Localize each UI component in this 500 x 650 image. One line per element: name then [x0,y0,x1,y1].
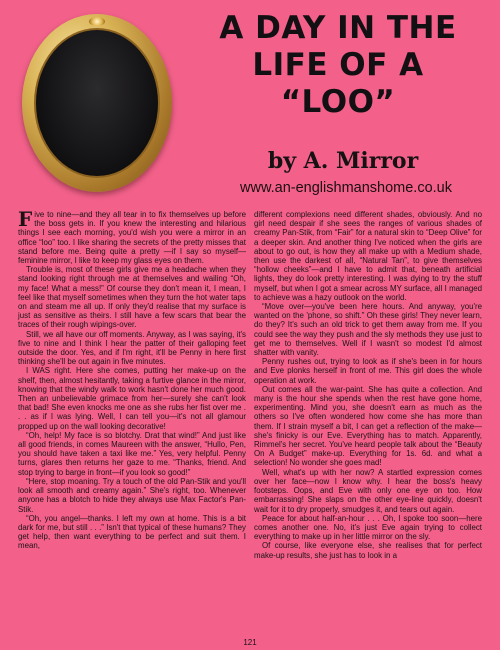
paragraph: Well, what's up with her now? A startled expression comes over her face—now I know why. I hear the boss's heavy footsteps. Oops, and Eve with only one eye on too. How embarrassing! She slaps on the other eye-line quickly, doesn't wait for it to dry properly, smudges it, and tears out again. [254,467,482,514]
website-url: www.an-englishmanshome.co.uk [240,180,452,196]
mirror-illustration [22,14,172,192]
paragraph: Five to nine—and they all tear in to fix themselves up before the boss gets in. If you knew the interesting and hilarious things I see each morning, you'd wish you were a mirror in an office “loo” too. I like sharing the secrets of the pretty misses that stand before me. Being quite a pretty —if I say so myself—feminine mirror, I like to keep my glass eyes on them. [18,207,246,266]
paragraph: “Oh, help! My face is so blotchy. Drat that wind!” And just like all good friends, in comes Maureen with the answer, “Hullo, Pen, you should have taken a taxi like me.” Yes, very helpful. Penny turns, glares then returns her gaze to me. “Thanks, friend. And stop trying to barge in front—if you look so good!” [18,430,246,477]
title-line-2: LIFE OF A [252,47,424,83]
paragraph: Still, we all have our off moments. Anyway, as I was saying, it's five to nine and I think I hear the patter of their galloping feet outside the door. Yes, and if I'm right, it'll be Penny in here first thinking she'll be out again in five minutes. [18,329,246,367]
paragraph: “Move over—you've been here hours. And anyway, you're wanted on the 'phone, so shift.” Oh these girls! They never learn, do they? It's such an old trick to get them away from me. If you could see the way they push and the sly methods they use just to get me to themselves. Well if I wasn't so modest I'd almost shatter with vanity. [254,302,482,358]
paragraph: I WAS right. Here she comes, putting her make-up on the shelf, then, almost hesitantly, taking a furtive glance in the mirror, knowing that the windy walk to work hasn't done her much good. Then an unbelievable grimace from her—surely she can't look that bad! She even knocks me one as she rubs her fist over me . . . as if I was lying. Well, I can tell you—it's not all glamour propped up on the wall looking decorative! [18,366,246,431]
paragraph: different complexions need different shades, obviously. And no girl need despair if she sees the ranges of various shades of creamy Pan-Stik, from “Fair” for a natural skin to “Deep Olive” for a deeper skin. And another thing I've noticed when the girls are about to go out, is how they all make up with a Medium shade, then use the darkest of all, “Natural Tan”, to give themselves “hollow cheeks”—and I have to admit that, beneath artificial lights, they do look pretty interesting. I was dying to try the stuff myself, but when I got a smear across MY surface, all I managed to achieve was a hazy outlook on the world. [254,210,482,302]
paragraph: Peace for about half-an-hour . . . Oh, I spoke too soon—here comes another one. No, it's just Eve again trying to collect everything to make up in her little mirror on the sly. [254,513,482,542]
byline: by A. Mirror [267,148,419,174]
article-column-left [18,207,246,551]
title-line-3: “LOO” [280,84,396,120]
article-title [186,10,490,121]
drop-cap: F [18,207,33,231]
page-number: 121 [243,638,257,647]
paragraph: Of course, like everyone else, she realises that for perfect make-up results, she just has to look in a [254,541,482,560]
mirror-glass [34,28,160,178]
mirror-ornament-icon [89,17,105,26]
article-column-right [254,210,482,560]
paragraph: Penny rushes out, trying to look as if she's been in for hours and Eve plonks herself in front of me. This girl does the whole operation at work. [254,357,482,385]
paragraph: Trouble is, most of these girls give me a headache when they stand looking right through me at themselves and wailing “Oh, my face! What a mess!” Of course they don't mean it, I mean, I feel like that myself sometimes when they turn the hot water taps on and steam me all up. If only they'd realise that my surface is just as sensitive as theirs. I still have a few scars that bear the traces of their rough wipings-over. [18,265,246,330]
paragraph: Out comes all the war-paint. She has quite a collection. And many is the hour she spends when the rest have gone home, experimenting. Mind you, she doesn't earn as much as the others so I've often wondered how come she has more than them. If I strain myself a bit, I can get a reflection of the make—she's finicky is our Eve. Everything has to match. Apparently, Rimmel's her secret. You've heard people talk about the “Beauty On A Budget” make-up. Everything for 1s. 6d. and what a selection! No wonder she goes mad! [254,384,482,468]
title-line-1: A DAY IN THE [219,10,457,46]
paragraph: “Here, stop moaning. Try a touch of the old Pan-Stik and you'll look all smooth and creamy again.” She's right, too. Whenever anyone has a blotch to hide they always use Max Factor's Pan-Stik. [18,476,246,514]
paragraph: “Oh, you angel—thanks. I left my own at home. This is a bit dark for me, but still . . .” Isn't that typical of these humans? They get help, then want everything to be perfect and suit them. I mean, [18,513,246,551]
